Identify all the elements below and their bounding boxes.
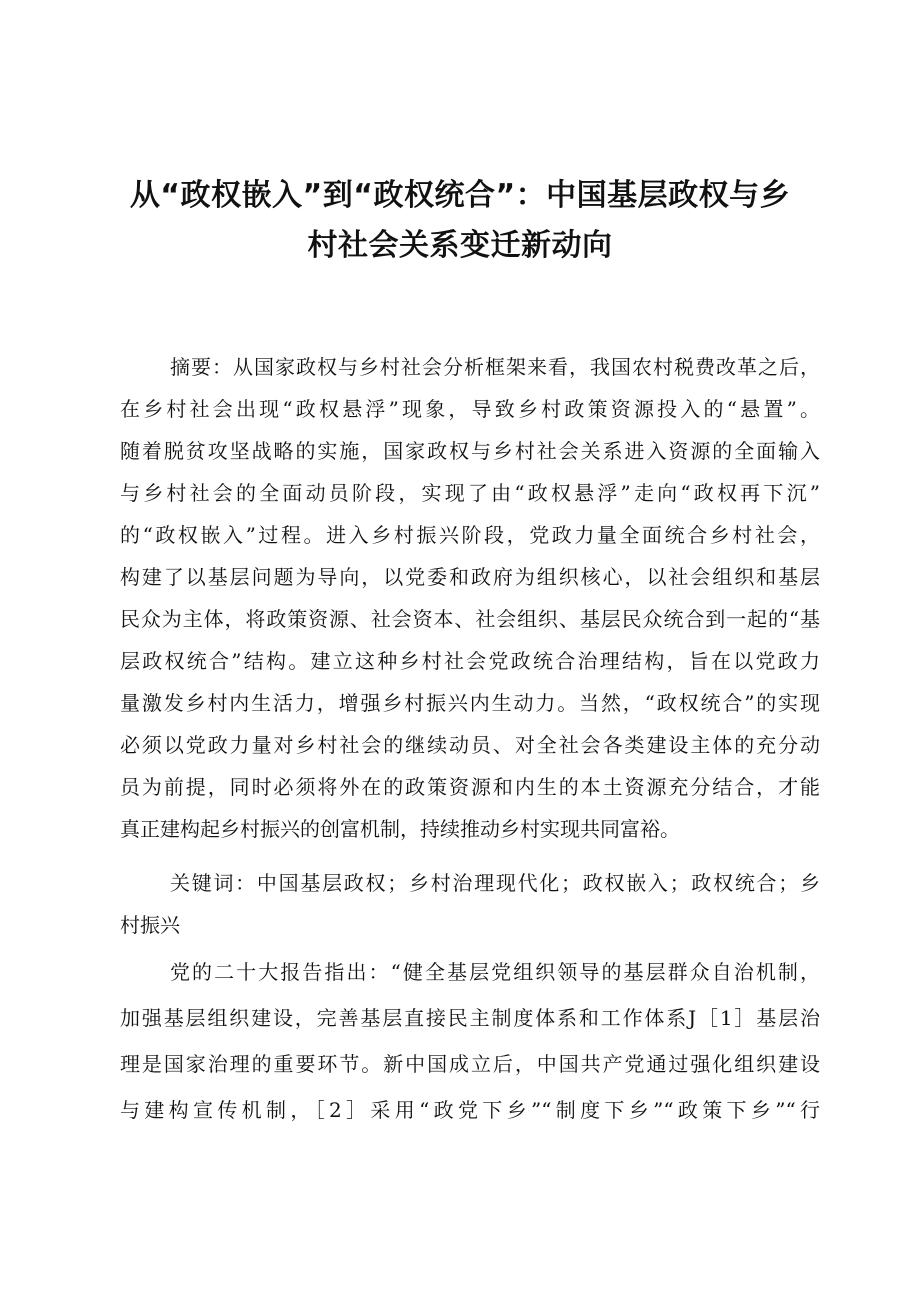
keywords-line: 关键词：中国基层政权；乡村治理现代化；政权嵌入；政权统合；乡 — [170, 871, 820, 895]
abstract-line: 随着脱贫攻坚战略的实施，国家政权与乡村社会关系进入资源的全面输入 — [120, 439, 820, 463]
body-paragraph-line: 与建构宣传机制，［2］采用“政党下乡”“制度下乡”“政策下乡”“行 — [120, 1098, 820, 1122]
abstract-line: 的“政权嵌入”过程。进入乡村振兴阶段，党政力量全面统合乡村社会， — [120, 523, 820, 547]
document-title-line-1: 从“政权嵌入”到“政权统合”：中国基层政权与乡 — [129, 178, 791, 213]
body-paragraph-line: 加强基层组织建设，完善基层直接民主制度体系和工作体系J［1］基层治 — [120, 1006, 820, 1030]
abstract-line: 必须以党政力量对乡村社会的继续动员、对全社会各类建设主体的充分动 — [120, 733, 820, 757]
abstract-line: 层政权统合”结构。建立这种乡村社会党政统合治理结构，旨在以党政力 — [120, 649, 820, 673]
abstract-line: 员为前提，同时必须将外在的政策资源和内生的本土资源充分结合，才能 — [120, 775, 820, 799]
abstract-line: 在乡村社会出现“政权悬浮”现象，导致乡村政策资源投入的“悬置”。 — [120, 397, 820, 421]
keywords-line: 村振兴 — [120, 913, 180, 937]
document-title-line-2: 村社会关系变迁新动向 — [307, 228, 613, 263]
abstract-line: 构建了以基层问题为导向，以党委和政府为组织核心，以社会组织和基层 — [120, 565, 820, 589]
body-paragraph-line: 理是国家治理的重要环节。新中国成立后，中国共产党通过强化组织建设 — [120, 1052, 820, 1076]
abstract-line: 真正建构起乡村振兴的创富机制，持续推动乡村实现共同富裕。 — [120, 817, 680, 841]
abstract-line: 与乡村社会的全面动员阶段，实现了由“政权悬浮”走向“政权再下沉” — [120, 481, 820, 505]
body-paragraph-line: 党的二十大报告指出：“健全基层党组织领导的基层群众自治机制， — [170, 960, 820, 984]
abstract-line: 摘要：从国家政权与乡村社会分析框架来看，我国农村税费改革之后， — [170, 355, 820, 379]
abstract-line: 民众为主体，将政策资源、社会资本、社会组织、基层民众统合到一起的“基 — [120, 607, 820, 631]
abstract-line: 量激发乡村内生活力，增强乡村振兴内生动力。当然，“政权统合”的实现 — [120, 691, 820, 715]
